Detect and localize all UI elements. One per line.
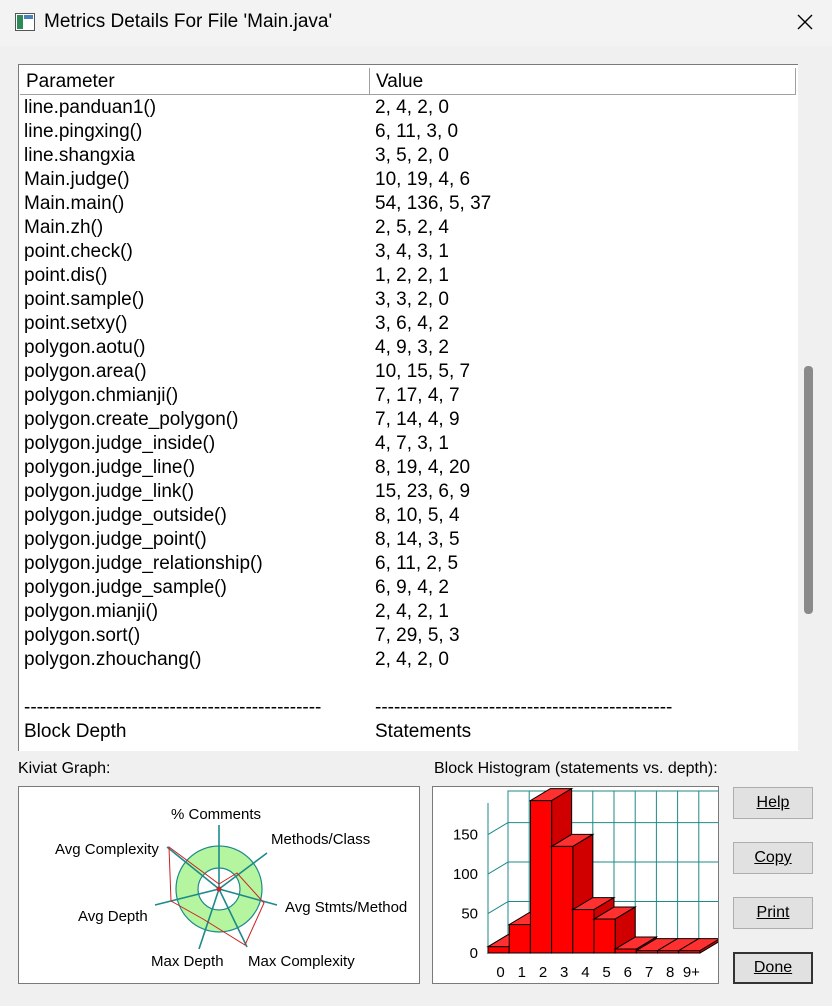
- value-cell: 10, 15, 5, 7: [375, 361, 471, 382]
- parameter-cell: polygon.aotu(): [24, 337, 146, 358]
- histogram-xtick-label: 6: [623, 964, 632, 981]
- parameter-cell: point.check(): [24, 241, 133, 262]
- parameter-cell: polygon.judge_line(): [24, 457, 196, 478]
- parameter-cell: polygon.area(): [24, 361, 147, 382]
- parameter-cell: polygon.judge_outside(): [24, 505, 227, 526]
- title-bar: [0, 0, 832, 46]
- table-row[interactable]: [19, 288, 799, 312]
- value-cell: 3, 6, 4, 2: [375, 313, 449, 334]
- value-cell: 6, 9, 4, 2: [375, 577, 449, 598]
- kiviat-axis-methods-class: Methods/Class: [271, 831, 371, 848]
- histogram-xtick-label: 4: [581, 964, 590, 981]
- parameter-cell: polygon.judge_relationship(): [24, 553, 263, 574]
- parameter-cell: Block Depth: [24, 721, 127, 742]
- table-row[interactable]: [19, 96, 799, 120]
- footer-row[interactable]: [19, 720, 799, 744]
- kiviat-axis-max-depth: Max Depth: [151, 953, 224, 970]
- print-label: Print: [756, 904, 790, 921]
- histogram-bar: [530, 801, 551, 953]
- kiviat-axis-avg-complexity: Avg Complexity: [55, 841, 159, 858]
- value-cell: 2, 4, 2, 0: [375, 97, 449, 118]
- column-header-parameter[interactable]: Parameter: [20, 68, 370, 94]
- done-label: Done: [753, 959, 793, 976]
- histogram-xtick-label: 0: [496, 964, 505, 981]
- kiviat-label: Kiviat Graph:: [18, 760, 111, 777]
- help-label: Help: [756, 794, 790, 811]
- parameter-cell: polygon.zhouchang(): [24, 649, 202, 670]
- print-button[interactable]: [733, 897, 813, 929]
- table-row[interactable]: [19, 648, 799, 672]
- table-row[interactable]: [19, 480, 799, 504]
- parameter-cell: line.pingxing(): [24, 121, 143, 142]
- table-row[interactable]: [19, 264, 799, 288]
- table-row[interactable]: [19, 168, 799, 192]
- value-cell: 54, 136, 5, 37: [375, 193, 492, 214]
- table-row[interactable]: [19, 624, 799, 648]
- table-row[interactable]: [19, 408, 799, 432]
- copy-label: Copy: [754, 849, 792, 866]
- table-row[interactable]: [19, 576, 799, 600]
- copy-button[interactable]: [733, 842, 813, 874]
- kiviat-svg: [19, 787, 419, 983]
- table-row[interactable]: [19, 528, 799, 552]
- histogram-bar: [594, 919, 615, 953]
- histogram-bar: [488, 947, 509, 953]
- histogram-ytick-label: 50: [461, 905, 478, 923]
- parameter-cell: point.sample(): [24, 289, 145, 310]
- window-title: Metrics Details For File 'Main.java': [44, 11, 333, 32]
- kiviat-graph: [18, 786, 420, 984]
- histogram-xtick-label: 1: [517, 964, 526, 981]
- parameter-cell: polygon.create_polygon(): [24, 409, 239, 430]
- histogram-bar: [552, 846, 573, 953]
- value-cell: 7, 14, 4, 9: [375, 409, 460, 430]
- parameter-cell: line.shangxia: [24, 145, 135, 166]
- histogram-xtick-label: 9+: [682, 964, 700, 981]
- table-row[interactable]: [19, 120, 799, 144]
- histogram-xtick-label: 3: [560, 964, 569, 981]
- histogram-bar: [509, 925, 530, 953]
- value-cell: 3, 5, 2, 0: [375, 145, 449, 166]
- table-row[interactable]: [19, 600, 799, 624]
- histogram-bar: [679, 951, 700, 953]
- histogram-bar: [573, 910, 594, 953]
- parameter-cell: polygon.sort(): [24, 625, 141, 646]
- close-icon[interactable]: [783, 6, 827, 40]
- table-row[interactable]: [19, 336, 799, 360]
- kiviat-axis-max-complexity: Max Complexity: [248, 953, 355, 970]
- table-row[interactable]: [19, 144, 799, 168]
- histogram-xtick-label: 7: [644, 964, 654, 981]
- histogram-grid-diag: [488, 902, 508, 914]
- parameter-cell: polygon.judge_point(): [24, 529, 207, 550]
- value-cell: 6, 11, 3, 0: [375, 121, 459, 142]
- table-row[interactable]: [19, 456, 799, 480]
- value-cell: 15, 23, 6, 9: [375, 481, 471, 502]
- table-row[interactable]: [19, 384, 799, 408]
- histogram-xtick-label: 8: [666, 964, 675, 981]
- parameter-cell: point.setxy(): [24, 313, 128, 334]
- table-row[interactable]: [19, 552, 799, 576]
- histogram-xtick-label: 5: [602, 964, 611, 981]
- value-cell: 2, 4, 2, 1: [375, 601, 449, 622]
- parameter-cell: Main.zh(): [24, 217, 104, 238]
- parameter-cell: polygon.judge_sample(): [24, 577, 227, 598]
- value-cell: 4, 7, 3, 1: [375, 433, 449, 454]
- parameter-cell: polygon.chmianji(): [24, 385, 179, 406]
- kiviat-center: [217, 887, 222, 892]
- kiviat-axis-comments: % Comments: [171, 806, 262, 823]
- scrollbar-thumb[interactable]: [804, 366, 813, 614]
- parameter-cell: polygon.judge_inside(): [24, 433, 216, 454]
- value-cell: 8, 10, 5, 4: [375, 505, 460, 526]
- block-histogram: [432, 786, 719, 984]
- table-row[interactable]: [19, 312, 799, 336]
- parameter-cell: -----------------------------------------------: [24, 697, 322, 718]
- value-cell: 2, 4, 2, 0: [375, 649, 449, 670]
- column-header-value[interactable]: Value: [370, 68, 796, 94]
- histogram-label: Block Histogram (statements vs. depth):: [434, 760, 718, 777]
- parameter-cell: point.dis(): [24, 265, 108, 286]
- parameter-cell: line.panduan1(): [24, 97, 157, 118]
- histogram-grid-diag: [488, 862, 508, 874]
- value-cell: 10, 19, 4, 6: [375, 169, 471, 190]
- histogram-grid-diag: [488, 823, 508, 835]
- value-cell: 7, 17, 4, 7: [375, 385, 460, 406]
- table-row[interactable]: [19, 240, 799, 264]
- separator-row[interactable]: [19, 696, 799, 720]
- value-cell: Statements: [375, 721, 472, 742]
- histogram-bar: [658, 951, 679, 953]
- histogram-ytick-label: 0: [469, 945, 478, 962]
- list-rows: [19, 96, 799, 744]
- histogram-bar: [615, 949, 636, 953]
- list-header: [20, 68, 796, 95]
- value-cell: 2, 5, 2, 4: [375, 217, 449, 238]
- table-row[interactable]: [19, 216, 799, 240]
- kiviat-axis-avg-stmts: Avg Stmts/Method: [285, 899, 408, 916]
- parameter-cell: Main.main(): [24, 193, 125, 214]
- done-button[interactable]: [733, 952, 813, 984]
- value-cell: 3, 4, 3, 1: [375, 241, 449, 262]
- parameter-cell: polygon.mianji(): [24, 601, 159, 622]
- table-row[interactable]: [19, 432, 799, 456]
- table-row[interactable]: [19, 360, 799, 384]
- value-cell: -----------------------------------------------: [375, 697, 673, 718]
- histogram-ytick-label: 100: [452, 866, 478, 884]
- value-cell: 8, 19, 4, 20: [375, 457, 471, 478]
- value-cell: 6, 11, 2, 5: [375, 553, 459, 574]
- value-cell: 4, 9, 3, 2: [375, 337, 449, 358]
- vertical-scrollbar[interactable]: [798, 64, 816, 750]
- histogram-ytick-label: 150: [452, 826, 478, 844]
- kiviat-axis-avg-depth: Avg Depth: [78, 908, 148, 925]
- parameter-cell: Main.judge(): [24, 169, 130, 190]
- blank-row[interactable]: [19, 672, 799, 696]
- table-row[interactable]: [19, 192, 799, 216]
- help-button[interactable]: [733, 787, 813, 819]
- metrics-list[interactable]: [18, 64, 799, 751]
- histogram-bar: [636, 951, 657, 953]
- table-row[interactable]: [19, 504, 799, 528]
- parameter-cell: polygon.judge_link(): [24, 481, 195, 502]
- value-cell: 8, 14, 3, 5: [375, 529, 460, 550]
- app-icon: [15, 13, 35, 31]
- histogram-xtick-label: 2: [538, 964, 548, 981]
- histogram-svg: [433, 787, 718, 983]
- value-cell: 3, 3, 2, 0: [375, 289, 449, 310]
- value-cell: 7, 29, 5, 3: [375, 625, 460, 646]
- value-cell: 1, 2, 2, 1: [375, 265, 449, 286]
